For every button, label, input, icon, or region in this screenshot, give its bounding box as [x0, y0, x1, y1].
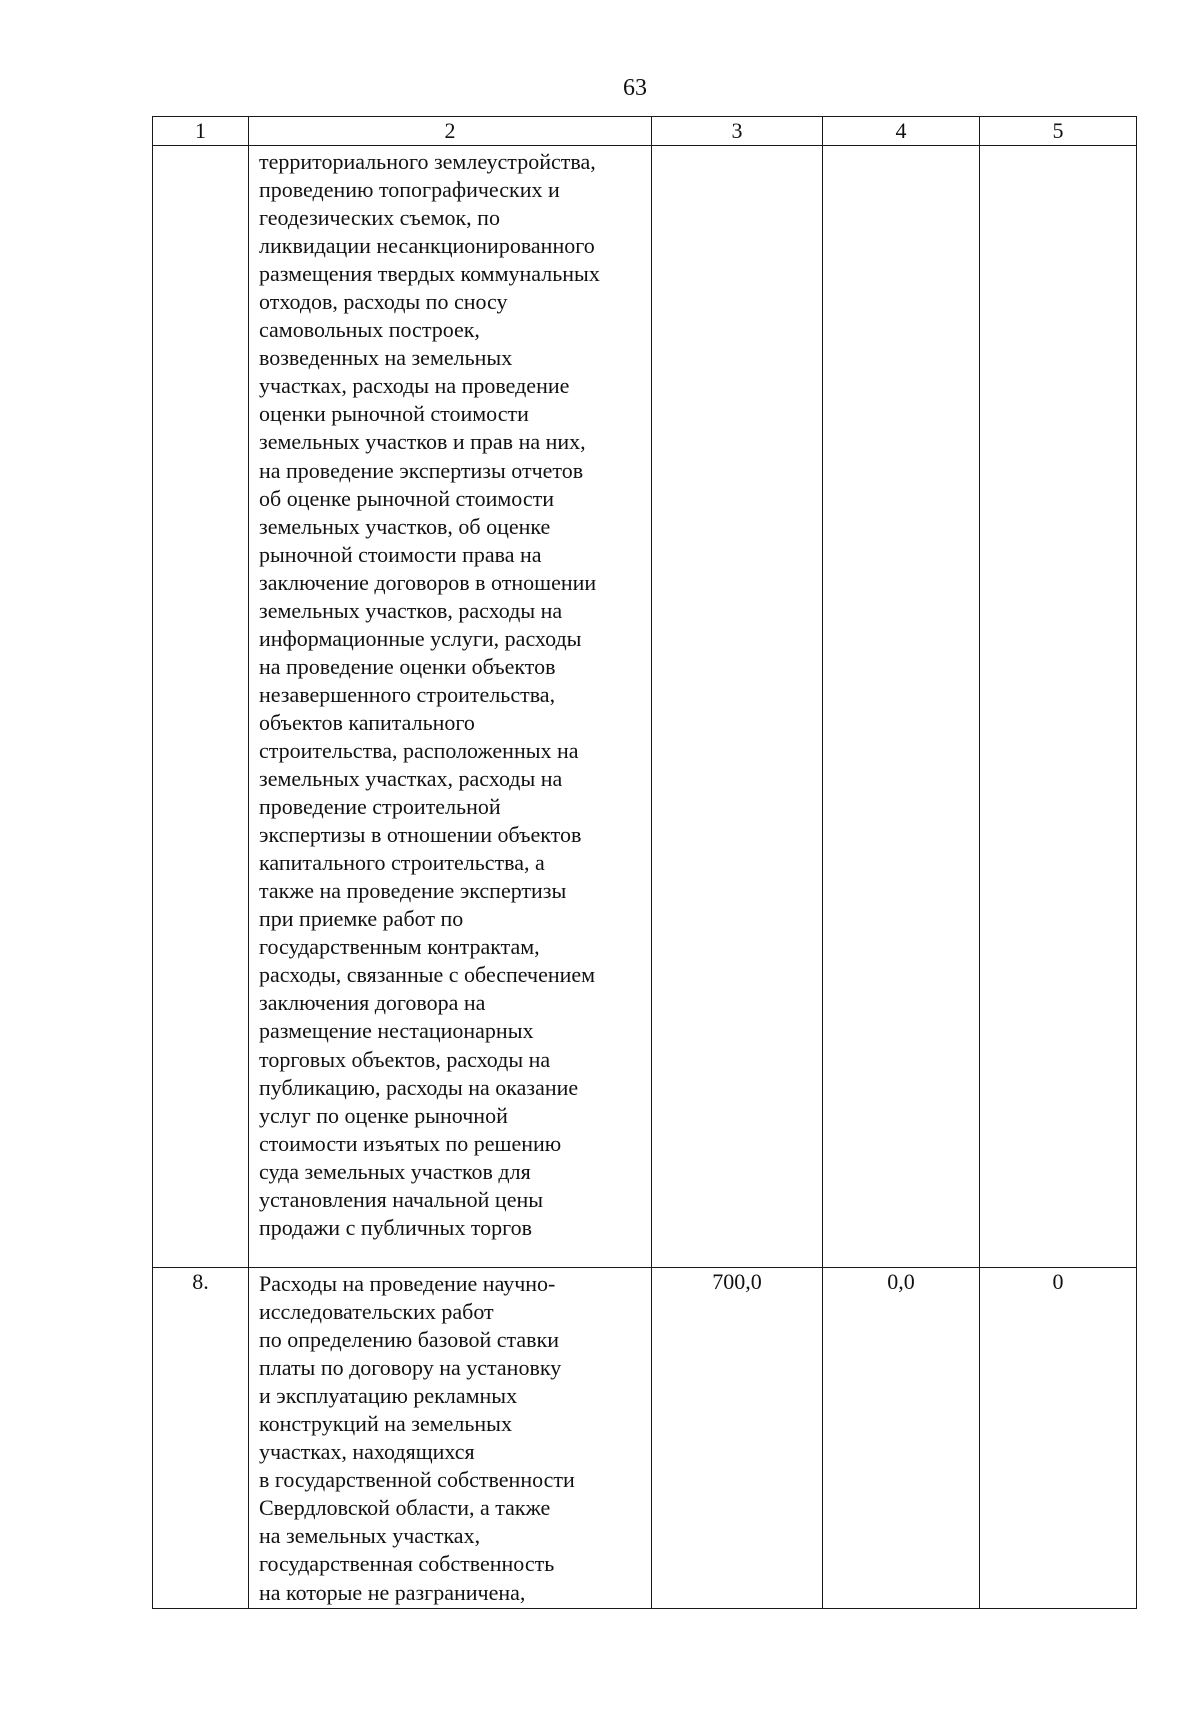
value-cell-col4: 0,0: [823, 1268, 980, 1609]
description-line: об оценке рыночной стоимости: [259, 485, 554, 511]
description-line: капитального строительства, а: [259, 850, 545, 876]
description-line: расходы, связанные с обеспечением: [259, 962, 596, 988]
table-row: [153, 1268, 1137, 1609]
description-line: Свердловской области, а также: [259, 1495, 551, 1521]
description-line: в государственной собственности: [259, 1467, 575, 1493]
value-cell-col5: 0: [980, 1268, 1137, 1609]
description-line: заключения договора на: [259, 990, 486, 1016]
description-line: земельных участков, об оценке: [259, 513, 551, 539]
description-line: государственная собственность: [259, 1551, 555, 1577]
description-line: земельных участков и прав на них,: [259, 429, 586, 455]
description-line: торговых объектов, расходы на: [259, 1046, 551, 1072]
row-number-cell: 8.: [153, 1268, 249, 1609]
description-line: участках, находящихся: [259, 1439, 475, 1465]
description-line: геодезических съемок, по: [259, 205, 500, 231]
description-line: суда земельных участков для: [259, 1158, 531, 1184]
column-header: 1: [153, 117, 249, 146]
description-line: участках, расходы на проведение: [259, 373, 570, 399]
description-line: установления начальной цены: [259, 1186, 544, 1212]
description-line: проведению топографических и: [259, 177, 560, 203]
description-line: информационные услуги, расходы: [259, 625, 582, 651]
description-line: размещения твердых коммунальных: [259, 261, 600, 287]
column-header: 4: [823, 117, 980, 146]
description-line: ликвидации несанкционированного: [259, 233, 595, 259]
description-line: на проведение экспертизы отчетов: [259, 457, 584, 483]
description-line: проведение строительной: [259, 794, 501, 820]
description-line: земельных участках, расходы на: [259, 766, 563, 792]
description-line: продажи с публичных торгов: [259, 1214, 533, 1240]
description-line: услуг по оценке рыночной: [259, 1102, 508, 1128]
description-line: оценки рыночной стоимости: [259, 401, 529, 427]
description-line: отходов, расходы по сносу: [259, 289, 508, 315]
value-cell-col3: 700,0: [652, 1268, 823, 1609]
description-line: земельных участков, расходы на: [259, 597, 563, 623]
value-cell-col3: [652, 146, 823, 1268]
page-number: 63: [623, 75, 647, 101]
description-line: территориального землеустройства,: [259, 149, 596, 174]
description-line: также на проведение экспертизы: [259, 878, 567, 904]
description-line: строительства, расположенных на: [259, 737, 579, 763]
description-line: незавершенного строительства,: [259, 681, 556, 707]
description-line: государственным контрактам,: [259, 934, 540, 960]
description-line: исследовательских работ: [259, 1299, 494, 1325]
description-cell: [249, 146, 652, 1268]
description-line: самовольных построек,: [259, 317, 480, 343]
description-line: по определению базовой ставки: [259, 1327, 559, 1353]
column-header: 2: [249, 117, 652, 146]
description-line: Расходы на проведение научно-: [259, 1271, 556, 1296]
value-cell-col5: [980, 146, 1137, 1268]
description-line: конструкций на земельных: [259, 1411, 512, 1437]
description-line: и эксплуатацию рекламных: [259, 1383, 518, 1409]
description-line: стоимости изъятых по решению: [259, 1130, 562, 1156]
description-line: на проведение оценки объектов: [259, 653, 556, 679]
table-header-row: [153, 117, 1137, 146]
description-text: [249, 1268, 651, 1607]
description-line: объектов капитального: [259, 709, 475, 735]
description-line: при приемке работ по: [259, 906, 464, 932]
table-row: [153, 146, 1137, 1268]
column-header: 3: [652, 117, 823, 146]
description-line: размещение нестационарных: [259, 1018, 534, 1044]
description-line: платы по договору на установку: [259, 1355, 562, 1381]
description-line: на которые не разграничена,: [259, 1579, 526, 1605]
description-line: заключение договоров в отношении: [259, 569, 597, 595]
description-line: на земельных участках,: [259, 1523, 481, 1549]
row-number-cell: [153, 146, 249, 1268]
value-cell-col4: [823, 146, 980, 1268]
description-text: [249, 146, 651, 1242]
budget-table: [152, 116, 1137, 1609]
description-line: экспертизы в отношении объектов: [259, 822, 582, 848]
description-cell: [249, 1268, 652, 1609]
description-line: рыночной стоимости права на: [259, 541, 542, 567]
description-line: возведенных на земельных: [259, 345, 513, 371]
column-header: 5: [980, 117, 1137, 146]
description-line: публикацию, расходы на оказание: [259, 1074, 579, 1100]
